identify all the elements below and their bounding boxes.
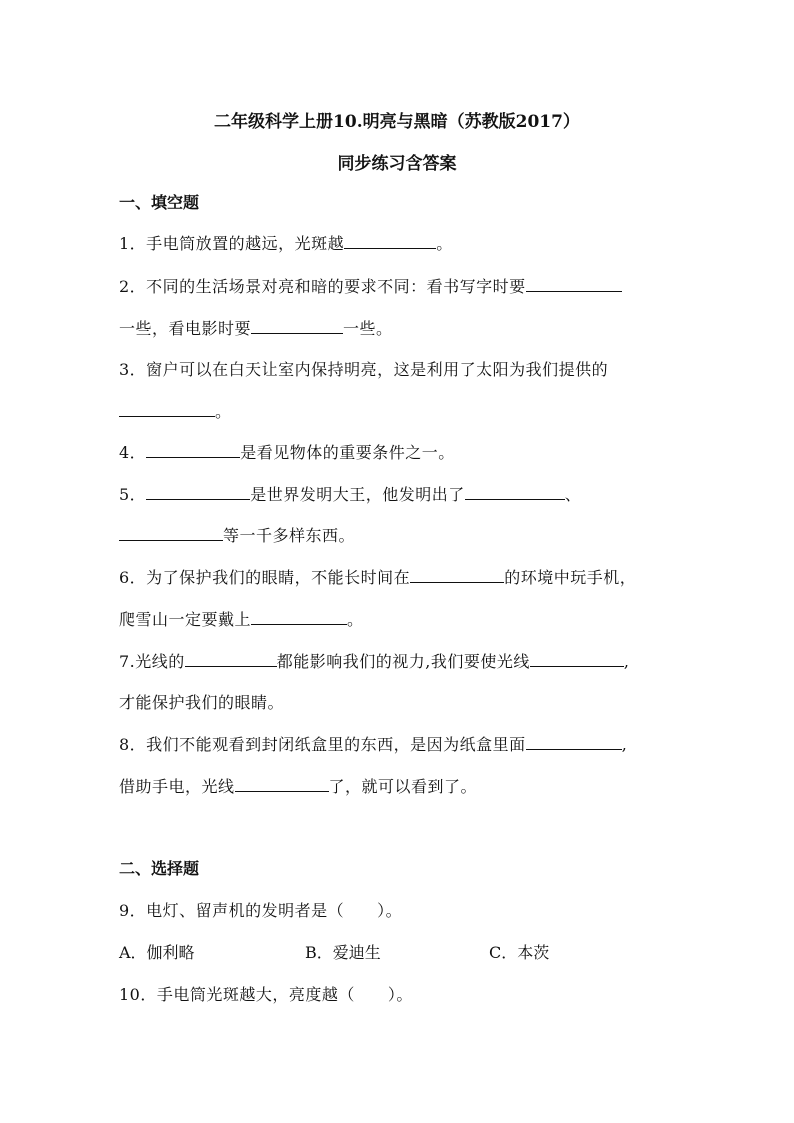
q8-text: 8．我们不能观看到封闭纸盒里的东西，是因为纸盒里面 [119, 735, 526, 754]
q4-number: 4． [119, 443, 147, 462]
q6-text: 6．为了保护我们的眼睛，不能长时间在 [119, 568, 411, 587]
question-6-line1 [119, 565, 636, 588]
q7-comma: , [623, 652, 630, 671]
question-6-line2 [119, 607, 364, 630]
question-8-line1 [119, 732, 627, 755]
answer-blank [526, 277, 622, 292]
question-5-line1 [119, 482, 581, 505]
q3-end: 。 [215, 402, 232, 421]
q1-end: 。 [436, 234, 453, 253]
answer-blank [530, 652, 624, 667]
q2-text-mid: 一些，看电影时要 [119, 319, 252, 338]
question-7-line1 [119, 649, 629, 672]
answer-blank [251, 319, 343, 334]
q6-text-2: 爬雪山一定要戴上 [119, 610, 252, 629]
answer-blank [119, 526, 223, 541]
question-2-line1 [119, 274, 622, 297]
q8-end: 了，就可以看到了。 [328, 777, 478, 796]
answer-blank [146, 443, 240, 458]
q9-option-b: B．爱迪生 [305, 943, 381, 962]
question-3-line2 [119, 399, 232, 422]
answer-blank [185, 652, 277, 667]
answer-blank [344, 234, 436, 249]
q5-number: 5． [119, 485, 147, 504]
question-9: 9．电灯、留声机的发明者是（ ）。 [119, 901, 403, 920]
q5-sep: 、 [564, 485, 582, 504]
q2-text: 2．不同的生活场景对亮和暗的要求不同：看书写字时要 [119, 277, 526, 296]
answer-blank [146, 485, 250, 500]
q9-option-a: A．伽利略 [119, 943, 195, 962]
q2-end: 一些。 [343, 319, 393, 338]
q4-text: 是看见物体的重要条件之一。 [240, 443, 455, 462]
q7-text-mid: 都能影响我们的视力,我们要使光线 [276, 652, 530, 671]
question-7-line2 [119, 690, 284, 713]
q5-text: 是世界发明大王，他发明出了 [250, 485, 465, 504]
question-1 [119, 231, 453, 254]
question-4 [119, 440, 455, 463]
answer-blank [410, 568, 504, 583]
q6-end: 。 [347, 610, 364, 629]
section-heading-choice: 二、选择题 [119, 859, 200, 878]
answer-blank [251, 610, 347, 625]
answer-blank [526, 735, 622, 750]
answer-blank [119, 402, 215, 417]
answer-blank [465, 485, 565, 500]
q7-text: 7.光线的 [119, 652, 185, 671]
answer-blank [235, 777, 329, 792]
question-8-line2 [119, 774, 477, 797]
q7-end: 才能保护我们的眼睛。 [119, 693, 285, 712]
question-10: 10．手电筒光斑越大，亮度越（ ）。 [119, 985, 413, 1004]
question-5-line2 [119, 523, 355, 546]
q5-end: 等一千多样东西。 [223, 526, 356, 545]
q1-text: 1．手电筒放置的越远，光斑越 [119, 234, 345, 253]
question-2-line2 [119, 316, 393, 339]
q9-option-c: C．本茨 [489, 943, 550, 962]
q3-text: 3．窗户可以在白天让室内保持明亮，这是利用了太阳为我们提供的 [119, 360, 609, 379]
document-title: 二年级科学上册10.明亮与黑暗（苏教版2017） [214, 112, 580, 132]
document-subtitle: 同步练习含答案 [337, 154, 457, 174]
q6-text-mid: 的环境中玩手机， [504, 568, 637, 587]
section-heading-fill-blank: 一、填空题 [119, 193, 200, 212]
question-3-line1 [119, 357, 608, 380]
q8-text-2: 借助手电，光线 [119, 777, 235, 796]
q8-comma: , [621, 735, 628, 754]
